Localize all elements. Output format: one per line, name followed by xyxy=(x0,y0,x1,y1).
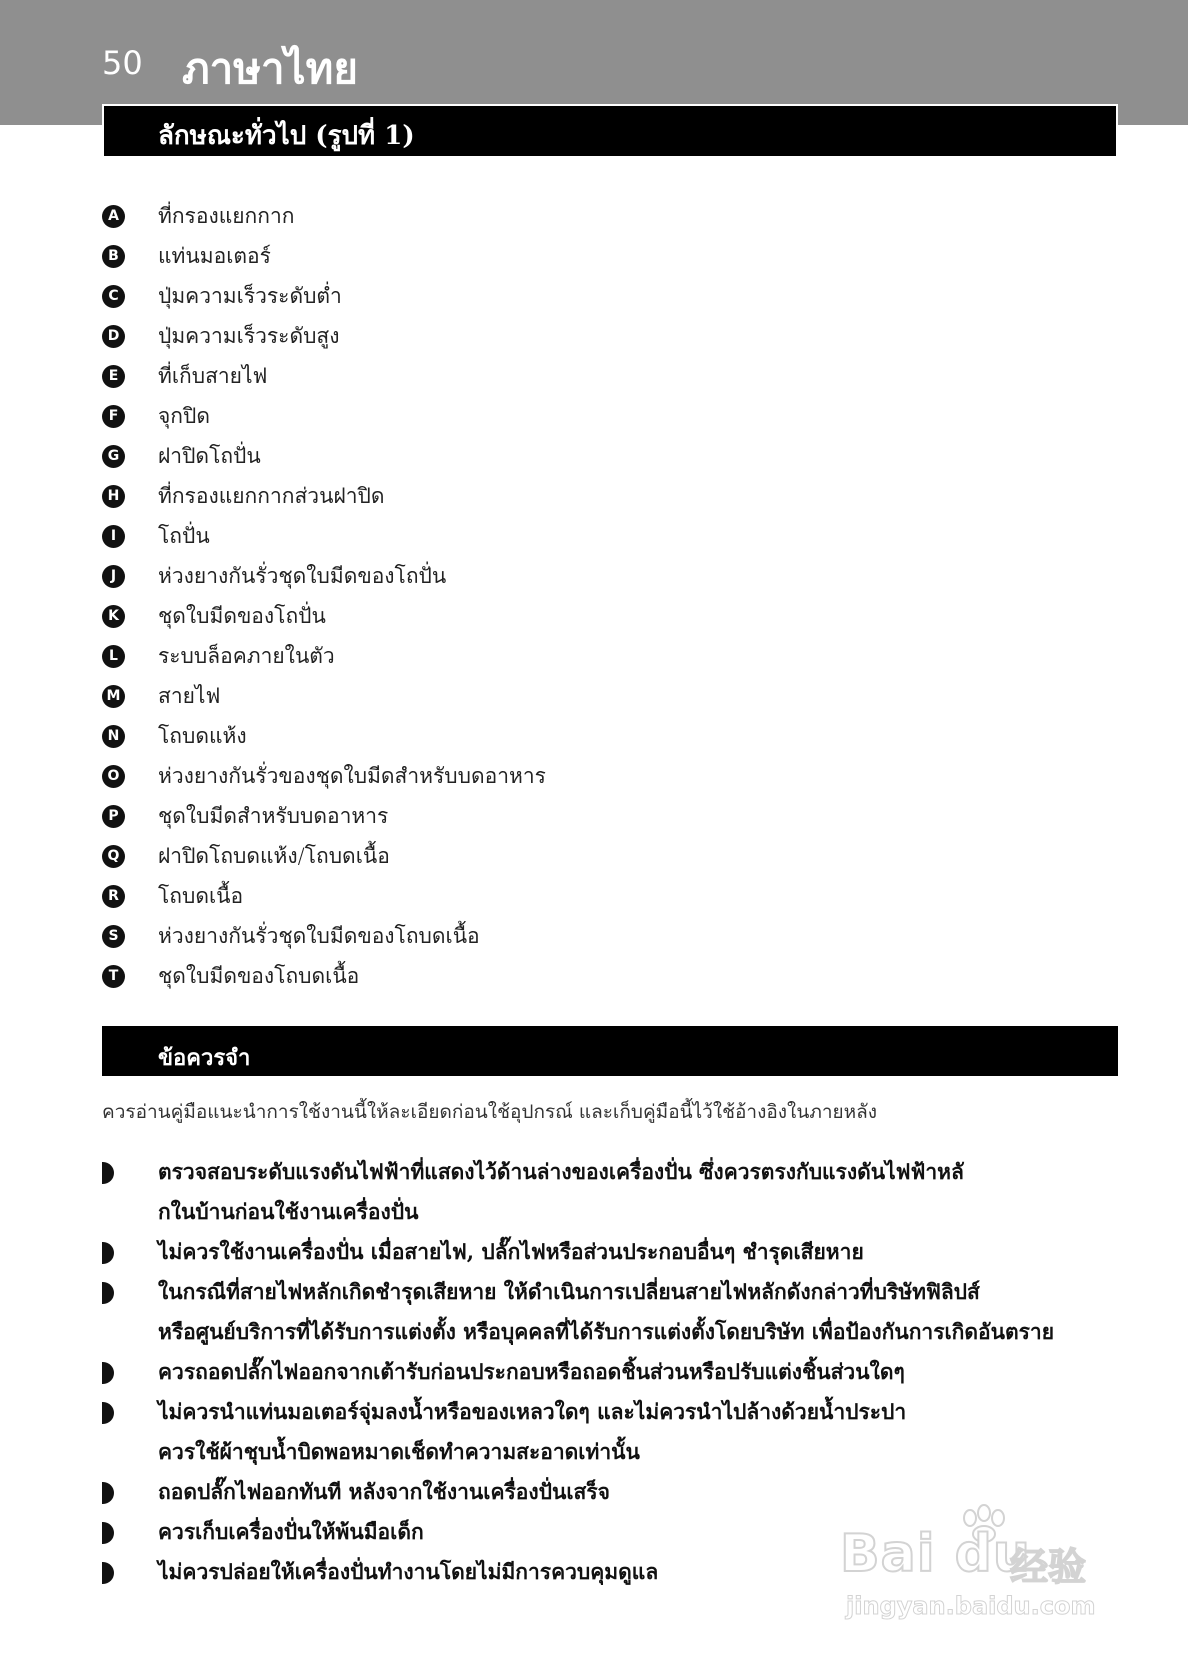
part-letter-badge: M xyxy=(102,685,125,708)
part-letter-badge: K xyxy=(102,605,125,628)
part-letter-badge: P xyxy=(102,805,125,828)
part-label: ปุ่มความเร็วระดับต่ำ xyxy=(158,283,342,308)
part-item xyxy=(102,796,546,836)
part-item xyxy=(102,316,546,356)
part-letter-badge: I xyxy=(102,525,125,548)
part-letter-badge: O xyxy=(102,765,125,788)
part-item xyxy=(102,236,546,276)
warning-text-line: ตรวจสอบระดับแรงดันไฟฟ้าที่แสดงไว้ด้านล่างของเครื่องปั่น ซึ่งควรตรงกับแรงดันไฟฟ้าหลั xyxy=(158,1159,964,1184)
part-item xyxy=(102,956,546,996)
part-letter-badge: T xyxy=(102,965,125,988)
part-label: ห่วงยางกันรั่วชุดใบมีดของโถบดเนื้อ xyxy=(158,923,480,948)
part-label: ฝาปิดโถบดแห้ง/โถบดเนื้อ xyxy=(158,843,390,868)
warning-text-line: ไม่ควรใช้งานเครื่องปั่น เมื่อสายไฟ, ปลั๊กไฟหรือส่วนประกอบอื่นๆ ชำรุดเสียหาย xyxy=(158,1239,864,1264)
baidu-watermark xyxy=(840,1510,1120,1630)
language-title: ภาษาไทย xyxy=(182,44,358,93)
part-letter-badge: D xyxy=(102,325,125,348)
part-label: โถบดแห้ง xyxy=(158,723,247,748)
part-item xyxy=(102,676,546,716)
part-label: ที่กรองแยกกาก xyxy=(158,203,295,228)
page-number: 50 xyxy=(102,44,143,82)
part-label: ชุดใบมีดของโถปั่น xyxy=(158,603,326,628)
part-label: สายไฟ xyxy=(158,683,221,708)
part-label: ฝาปิดโถปั่น xyxy=(158,443,261,468)
general-description-title: ลักษณะทั่วไป (รูปที่ 1) xyxy=(158,121,415,151)
part-letter-badge: N xyxy=(102,725,125,748)
part-letter-badge: C xyxy=(102,285,125,308)
part-label: ชุดใบมีดของโถบดเนื้อ xyxy=(158,963,360,988)
watermark-url: jingyan.baidu.com xyxy=(846,1592,1096,1620)
part-item xyxy=(102,196,546,236)
bullet-icon xyxy=(102,1482,114,1504)
part-label: ชุดใบมีดสำหรับบดอาหาร xyxy=(158,803,389,828)
part-letter-badge: A xyxy=(102,205,125,228)
part-label: แท่นมอเตอร์ xyxy=(158,243,271,268)
important-title: ข้อควรจำ xyxy=(158,1045,251,1071)
part-item xyxy=(102,836,546,876)
part-letter-badge: R xyxy=(102,885,125,908)
warning-text-line: หรือศูนย์บริการที่ได้รับการแต่งตั้ง หรือบุคคลที่ได้รับการแต่งตั้งโดยบริษัท เพื่อป้องกันการเกิดอันตราย xyxy=(158,1319,1054,1344)
warning-text-line: ควรเก็บเครื่องปั่นให้พ้นมือเด็ก xyxy=(158,1519,424,1544)
warning-text-line: กในบ้านก่อนใช้งานเครื่องปั่น xyxy=(158,1199,419,1224)
part-label: โถบดเนื้อ xyxy=(158,883,244,908)
important-heading-bar xyxy=(102,1026,1118,1076)
bullet-icon xyxy=(102,1522,114,1544)
part-label: ที่กรองแยกกากส่วนฝาปิด xyxy=(158,483,385,508)
part-letter-badge: H xyxy=(102,485,125,508)
warning-item xyxy=(102,1152,1122,1232)
part-label: ห่วงยางกันรั่วของชุดใบมีดสำหรับบดอาหาร xyxy=(158,763,546,788)
part-item xyxy=(102,436,546,476)
warning-text-line: ควรถอดปลั๊กไฟออกจากเต้ารับก่อนประกอบหรือถอดชิ้นส่วนหรือปรับแต่งชิ้นส่วนใดๆ xyxy=(158,1359,905,1384)
part-label: จุกปิด xyxy=(158,403,210,428)
part-item xyxy=(102,716,546,756)
watermark-cn: 经验 xyxy=(1010,1545,1087,1589)
part-letter-badge: S xyxy=(102,925,125,948)
warning-text-line: ในกรณีที่สายไฟหลักเกิดชำรุดเสียหาย ให้ดำเนินการเปลี่ยนสายไฟหลักดังกล่าวที่บริษัทฟิลิปส์ xyxy=(158,1279,980,1304)
warning-text-line: ไม่ควรนำแท่นมอเตอร์จุ่มลงน้ำหรือของเหลวใดๆ และไม่ควรนำไปล้างด้วยน้ำประปา xyxy=(158,1399,907,1424)
bullet-icon xyxy=(102,1362,114,1384)
part-label: ปุ่มความเร็วระดับสูง xyxy=(158,323,340,348)
parts-list xyxy=(102,196,546,996)
part-label: โถปั่น xyxy=(158,523,210,548)
warning-item xyxy=(102,1352,1122,1392)
part-letter-badge: L xyxy=(102,645,125,668)
warning-item xyxy=(102,1392,1122,1472)
bullet-icon xyxy=(102,1402,114,1424)
warning-text-line: ไม่ควรปล่อยให้เครื่องปั่นทำงานโดยไม่มีการควบคุมดูแล xyxy=(158,1559,659,1584)
bullet-icon xyxy=(102,1242,114,1264)
warning-item xyxy=(102,1232,1122,1272)
general-description-heading-bar xyxy=(102,104,1118,158)
warning-text-line: ควรใช้ผ้าชุบน้ำบิดพอหมาดเช็ดทำความสะอาดเท่านั้น xyxy=(158,1439,640,1464)
part-item xyxy=(102,636,546,676)
part-letter-badge: E xyxy=(102,365,125,388)
part-item xyxy=(102,556,546,596)
part-letter-badge: J xyxy=(102,565,125,588)
watermark-logo: Bai du xyxy=(840,1524,1031,1584)
part-item xyxy=(102,476,546,516)
part-letter-badge: Q xyxy=(102,845,125,868)
warning-text-line: ถอดปลั๊กไฟออกทันที หลังจากใช้งานเครื่องปั่นเสร็จ xyxy=(158,1479,610,1504)
part-item xyxy=(102,516,546,556)
part-item xyxy=(102,756,546,796)
bullet-icon xyxy=(102,1162,114,1184)
part-letter-badge: B xyxy=(102,245,125,268)
part-letter-badge: G xyxy=(102,445,125,468)
bullet-icon xyxy=(102,1562,114,1584)
part-label: ห่วงยางกันรั่วชุดใบมีดของโถปั่น xyxy=(158,563,447,588)
part-item xyxy=(102,916,546,956)
part-label: ที่เก็บสายไฟ xyxy=(158,363,268,388)
part-item xyxy=(102,396,546,436)
part-item xyxy=(102,596,546,636)
important-intro: ควรอ่านคู่มือแนะนำการใช้งานนี้ให้ละเอียดก่อนใช้อุปกรณ์ และเก็บคู่มือนี้ไว้ใช้อ้างอิงในภายหลัง xyxy=(102,1101,878,1123)
part-label: ระบบล็อคภายในตัว xyxy=(158,643,335,668)
part-item xyxy=(102,876,546,916)
part-letter-badge: F xyxy=(102,405,125,428)
part-item xyxy=(102,356,546,396)
part-item xyxy=(102,276,546,316)
warning-item xyxy=(102,1272,1122,1352)
bullet-icon xyxy=(102,1282,114,1304)
